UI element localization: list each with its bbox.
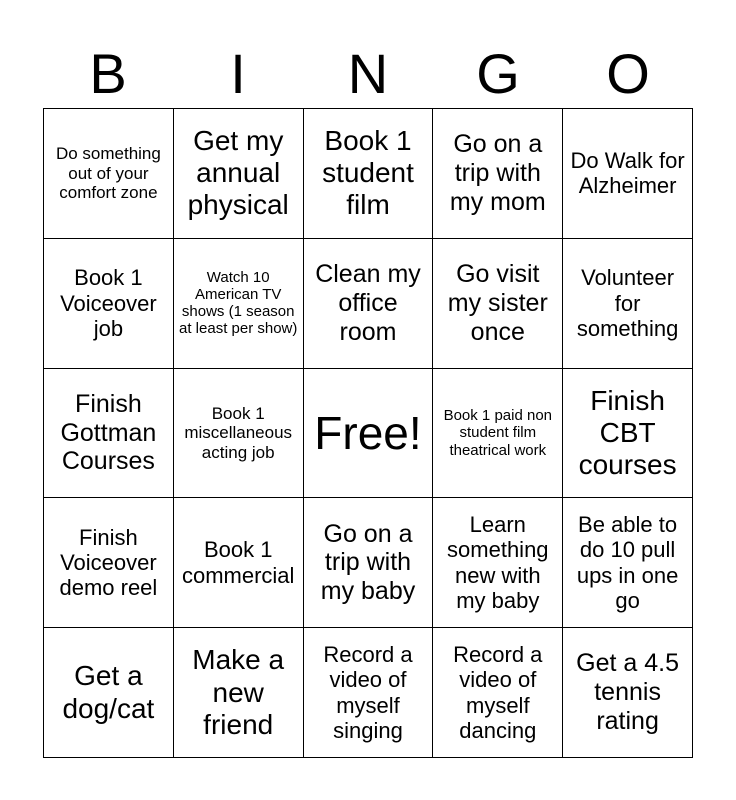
header-letter-g: G — [476, 42, 520, 105]
bingo-cell-text: Go on a trip with my mom — [449, 130, 546, 216]
header-letter-n: N — [347, 42, 389, 105]
bingo-cell-text: Record a video of myself dancing — [453, 642, 543, 743]
bingo-cell-text: Get a dog/cat — [62, 660, 155, 724]
bingo-cell[interactable] — [563, 239, 693, 369]
bingo-cell[interactable] — [433, 628, 563, 758]
bingo-cell[interactable] — [174, 628, 304, 758]
bingo-cell-text: Book 1 paid non student film theatrical work — [443, 407, 552, 459]
bingo-cell[interactable] — [174, 369, 304, 499]
bingo-cell-text: Finish Voiceover demo reel — [59, 524, 158, 601]
bingo-cell-text: Get my annual physical — [187, 125, 289, 221]
bingo-cell-text: Go visit my sister once — [447, 260, 548, 346]
header-letter-o: O — [606, 42, 650, 105]
bingo-cell[interactable] — [433, 239, 563, 369]
bingo-cell-text: Book 1 commercial — [181, 537, 295, 588]
bingo-cell[interactable] — [304, 109, 434, 239]
bingo-cell[interactable] — [304, 628, 434, 758]
bingo-cell[interactable] — [44, 369, 174, 499]
bingo-cell-text: Finish Gottman Courses — [60, 389, 157, 476]
bingo-cell[interactable] — [304, 498, 434, 628]
bingo-cell-text: Book 1 miscellaneous acting job — [184, 403, 293, 462]
bingo-cell[interactable] — [563, 498, 693, 628]
bingo-cell-text: Be able to do 10 pull ups in one go — [576, 512, 679, 614]
bingo-cell-text: Finish CBT courses — [578, 384, 677, 481]
header-letter-b: B — [89, 42, 127, 105]
bingo-cell[interactable] — [563, 109, 693, 239]
bingo-cell[interactable] — [174, 109, 304, 239]
bingo-cell[interactable] — [304, 239, 434, 369]
bingo-cell-text: Book 1 student film — [322, 125, 414, 221]
bingo-cell[interactable] — [44, 109, 174, 239]
bingo-cell-text: Record a video of myself singing — [323, 642, 413, 743]
bingo-cell-text: Book 1 Voiceover job — [60, 265, 157, 341]
bingo-cell-text: Do something out of your comfort zone — [55, 144, 161, 203]
bingo-cell[interactable] — [563, 628, 693, 758]
bingo-cell-text: Do Walk for Alzheimer — [570, 148, 685, 199]
bingo-cell-text: Get a 4.5 tennis rating — [576, 649, 680, 735]
header-letter-i: I — [230, 42, 246, 105]
bingo-cell-text: Learn something new with my baby — [447, 512, 549, 614]
bingo-cell[interactable] — [44, 628, 174, 758]
bingo-cell[interactable] — [174, 498, 304, 628]
free-space-cell[interactable] — [304, 369, 434, 499]
bingo-cell[interactable] — [44, 239, 174, 369]
free-space-text: Free! — [314, 406, 422, 459]
bingo-card-grid — [43, 108, 693, 758]
bingo-header — [43, 40, 693, 108]
bingo-cell-text: Volunteer for something — [576, 265, 679, 341]
bingo-cell-text: Watch 10 American TV shows (1 season at least per show) — [179, 268, 298, 338]
bingo-cell[interactable] — [44, 498, 174, 628]
bingo-cell[interactable] — [433, 369, 563, 499]
bingo-cell-text: Go on a trip with my baby — [320, 519, 416, 606]
bingo-cell-text: Make a new friend — [192, 644, 285, 740]
bingo-cell-text: Clean my office room — [315, 260, 421, 346]
bingo-cell[interactable] — [433, 498, 563, 628]
bingo-cell[interactable] — [563, 369, 693, 499]
bingo-cell[interactable] — [433, 109, 563, 239]
bingo-cell[interactable] — [174, 239, 304, 369]
